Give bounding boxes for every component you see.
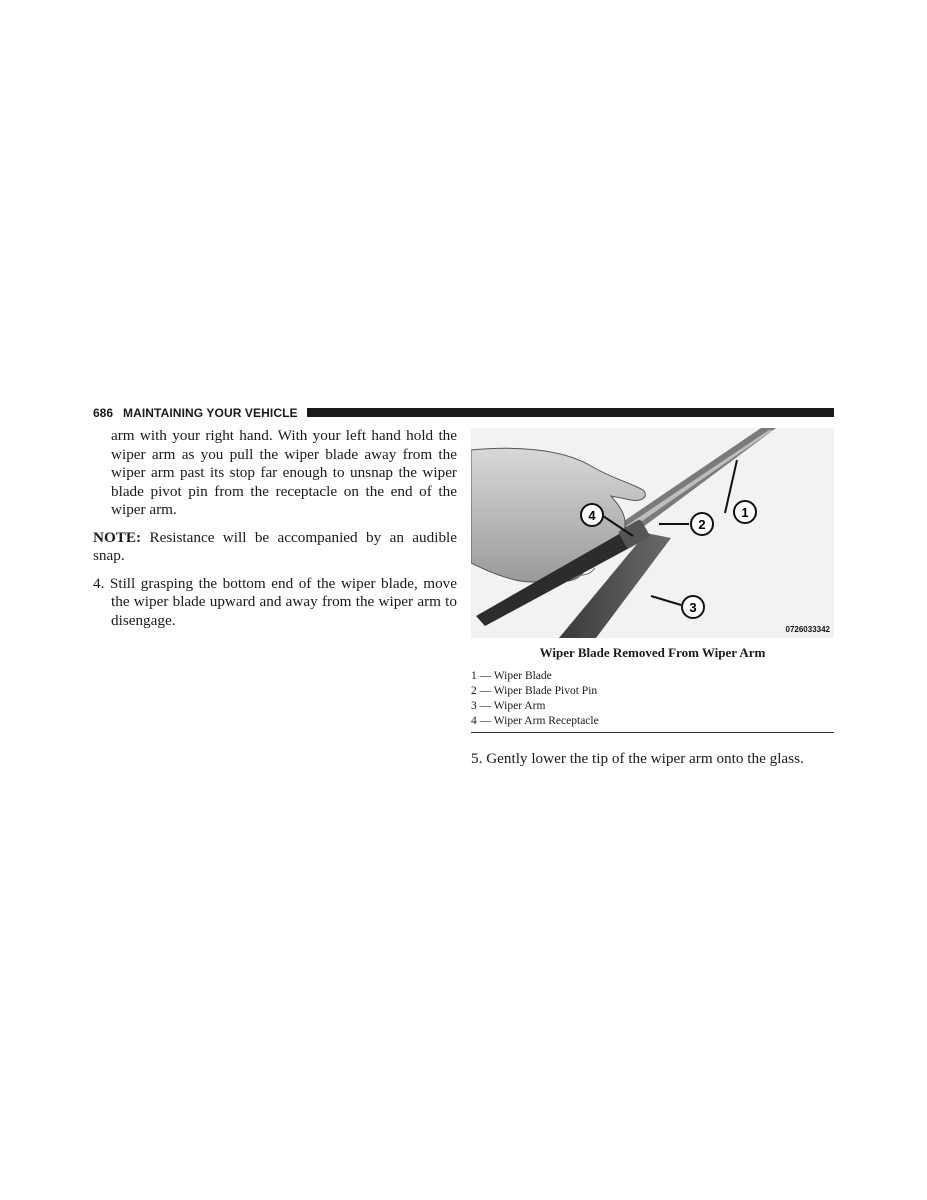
- note-label: NOTE:: [93, 528, 142, 546]
- wiper-figure: [471, 428, 834, 638]
- step-4-text: Still grasping the bottom end of the wiper blade, move the wiper blade upward and away from the wiper arm to disengage.: [109, 574, 458, 629]
- svg-text:4: 4: [588, 508, 596, 523]
- note-text: Resistance will be accompanied by an audible snap.: [93, 528, 457, 564]
- header-rule: [307, 408, 834, 417]
- callout-3: [682, 596, 704, 618]
- callout-2: [691, 513, 713, 535]
- note-paragraph: [93, 529, 457, 566]
- figure-caption: Wiper Blade Removed From Wiper Arm: [539, 645, 766, 660]
- step-5: [471, 750, 834, 769]
- figure-legend: [471, 669, 834, 733]
- callout-4: [581, 504, 603, 526]
- step-4: [93, 575, 457, 631]
- step-5-number: 5.: [471, 750, 487, 767]
- step-4-number: 4.: [93, 574, 110, 592]
- step-5-text: Gently lower the tip of the wiper arm onto the glass.: [486, 750, 804, 767]
- page-number: 686: [93, 406, 114, 420]
- legend-item: 3 — Wiper Arm: [471, 700, 546, 712]
- svg-text:1: 1: [741, 505, 749, 520]
- svg-text:3: 3: [689, 600, 697, 615]
- callout-1: [734, 501, 756, 523]
- wiper-illustration: [471, 428, 834, 638]
- section-title: MAINTAINING YOUR VEHICLE: [123, 406, 298, 420]
- figure-code: 0726033342: [785, 625, 830, 634]
- legend-item: 1 — Wiper Blade: [471, 670, 552, 682]
- continued-paragraph: arm with your right hand. With your left hand hold the wiper arm as you pull the wiper blade away from the wiper arm past its stop far enough to unsnap the wiper blade pivot pin from the receptacle on the end of the wiper arm.: [111, 427, 457, 518]
- svg-text:2: 2: [698, 517, 706, 532]
- page-header: [93, 405, 834, 421]
- legend-item: 2 — Wiper Blade Pivot Pin: [471, 685, 598, 697]
- legend-item: 4 — Wiper Arm Receptacle: [471, 715, 599, 727]
- left-column: [93, 427, 457, 630]
